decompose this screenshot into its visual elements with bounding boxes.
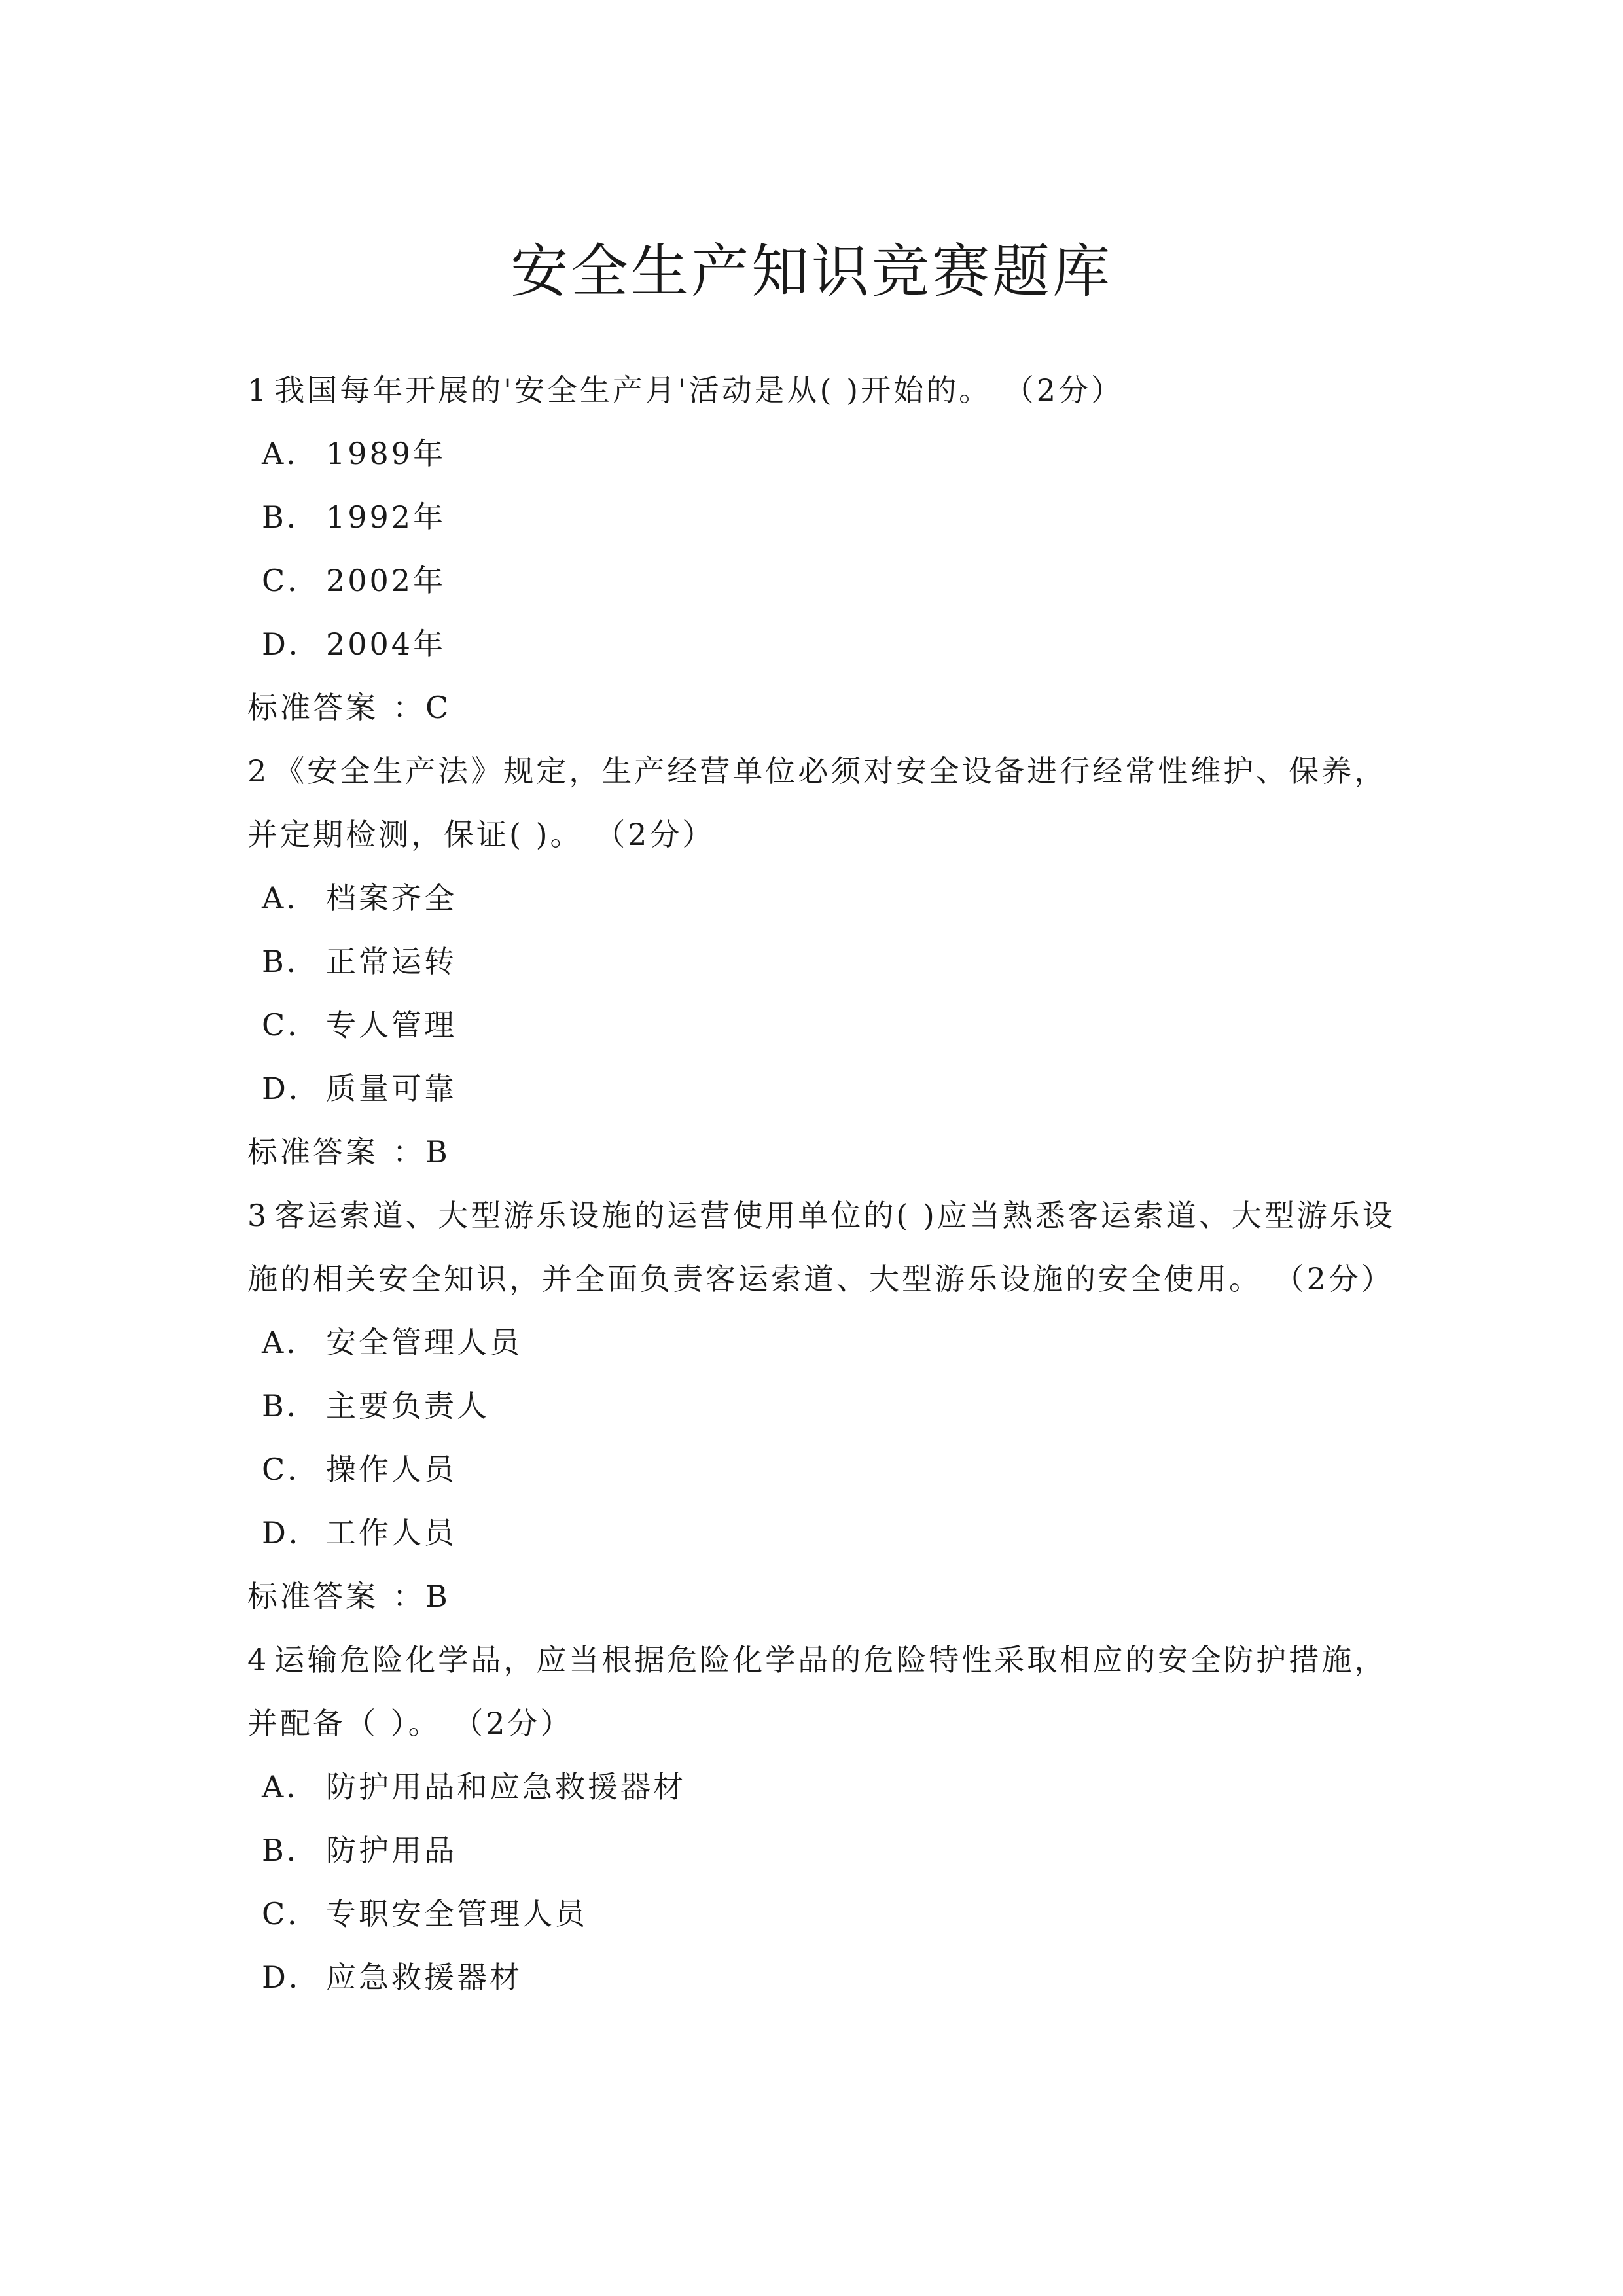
question-stem — [247, 1628, 1412, 1755]
option-letter: A． — [262, 880, 319, 916]
option-letter: D． — [262, 626, 321, 662]
option-letter: B． — [262, 944, 319, 979]
option-text: 主要负责人 — [326, 1388, 490, 1424]
answer-label: 标准答案 — [247, 1579, 378, 1614]
question-text: 运输危险化学品，应当根据危险化学品的危险特性采取相应的安全防护措施，并配备（ ）。 （2分） — [247, 1642, 1387, 1741]
option-letter: A． — [262, 1769, 319, 1804]
option-d — [262, 1057, 1412, 1121]
option-letter: A． — [262, 1325, 319, 1360]
standard-answer — [247, 676, 1412, 740]
option-text: 1992年 — [326, 499, 446, 535]
option-letter: A． — [262, 436, 319, 471]
standard-answer — [247, 1121, 1412, 1184]
question-number: 3 — [247, 1198, 270, 1233]
question-block-1 — [247, 359, 1412, 740]
option-text: 操作人员 — [326, 1452, 457, 1487]
question-text: 客运索道、大型游乐设施的运营使用单位的( )应当熟悉客运索道、大型游乐设施的相关安全知识，并全面负责客运索道、大型游乐设施的安全使用。 （2分） — [247, 1198, 1395, 1297]
option-b — [262, 1819, 1412, 1882]
option-text: 专人管理 — [326, 1007, 457, 1043]
option-letter: C． — [262, 563, 321, 598]
question-stem — [247, 1184, 1412, 1311]
option-letter: D． — [262, 1960, 321, 1995]
option-d — [262, 1946, 1412, 2009]
option-letter: C． — [262, 1007, 321, 1043]
option-text: 1989年 — [326, 436, 446, 471]
question-number: 4 — [247, 1642, 270, 1677]
option-c — [262, 1438, 1412, 1501]
option-text: 应急救援器材 — [326, 1960, 522, 1995]
answer-label: 标准答案 — [247, 690, 378, 725]
question-block-4 — [247, 1628, 1412, 2009]
option-letter: B． — [262, 499, 319, 535]
standard-answer — [247, 1565, 1412, 1628]
question-block-2 — [247, 740, 1412, 1184]
answer-value: ：B — [393, 1134, 450, 1170]
option-letter: D． — [262, 1515, 321, 1551]
option-text: 质量可靠 — [326, 1071, 457, 1106]
option-c — [262, 1882, 1412, 1946]
option-text: 防护用品 — [326, 1833, 457, 1868]
question-number: 1 — [247, 372, 270, 408]
question-text: 我国每年开展的'安全生产月'活动是从( )开始的。 （2分） — [274, 372, 1124, 408]
option-a — [262, 867, 1412, 930]
question-text: 《安全生产法》规定，生产经营单位必须对安全设备进行经常性维护、保养，并定期检测，保证( )。 （2分） — [247, 753, 1387, 852]
option-a — [262, 1311, 1412, 1374]
question-list — [247, 359, 1412, 2009]
option-b — [262, 486, 1412, 549]
option-text: 正常运转 — [326, 944, 457, 979]
answer-label: 标准答案 — [247, 1134, 378, 1170]
option-text: 2002年 — [326, 563, 446, 598]
option-letter: B． — [262, 1833, 319, 1868]
question-number: 2 — [247, 753, 270, 789]
option-letter: B． — [262, 1388, 319, 1424]
option-b — [262, 930, 1412, 994]
option-text: 2004年 — [326, 626, 446, 662]
option-c — [262, 994, 1412, 1057]
option-c — [262, 549, 1412, 613]
option-a — [262, 422, 1412, 486]
answer-value: ：C — [393, 690, 452, 725]
option-d — [262, 1501, 1412, 1565]
option-a — [262, 1755, 1412, 1819]
option-text: 档案齐全 — [326, 880, 457, 916]
option-text: 安全管理人员 — [326, 1325, 522, 1360]
option-text: 防护用品和应急救援器材 — [326, 1769, 686, 1804]
question-block-3 — [247, 1184, 1412, 1628]
option-d — [262, 613, 1412, 676]
option-text: 专职安全管理人员 — [326, 1896, 588, 1931]
answer-value: ：B — [393, 1579, 450, 1614]
option-letter: C． — [262, 1452, 321, 1487]
question-stem — [247, 359, 1412, 422]
option-text: 工作人员 — [326, 1515, 457, 1551]
question-stem — [247, 740, 1412, 867]
option-b — [262, 1374, 1412, 1438]
option-letter: D． — [262, 1071, 321, 1106]
document-title: 安全生产知识竞赛题库 — [510, 238, 1113, 305]
option-letter: C． — [262, 1896, 321, 1931]
